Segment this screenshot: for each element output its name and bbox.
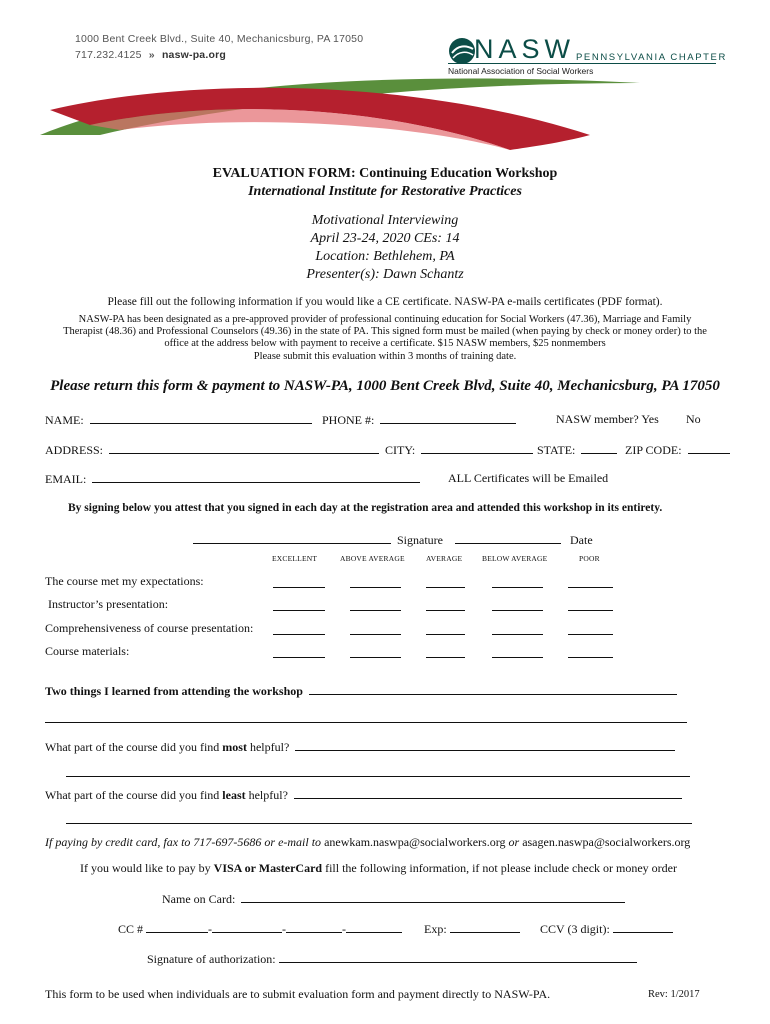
logo-divider xyxy=(448,63,716,64)
city-field-group xyxy=(385,442,533,458)
rating-answer-line[interactable] xyxy=(568,657,613,658)
logo-subtitle: National Association of Social Workers xyxy=(448,66,594,76)
header-address: 1000 Bent Creek Blvd., Suite 40, Mechanicsburg, PA 17050 xyxy=(75,33,364,45)
city-label: CITY: xyxy=(385,443,416,457)
rating-answer-line[interactable] xyxy=(492,610,543,611)
member-question: NASW member? Yes xyxy=(556,412,659,426)
date-label: Date xyxy=(570,533,593,547)
event-topic: Motivational Interviewing xyxy=(311,213,459,228)
exp-group xyxy=(424,921,520,937)
signature-input-line[interactable] xyxy=(193,532,391,544)
question-least-post: helpful? xyxy=(245,788,288,802)
city-input-line[interactable] xyxy=(421,442,533,454)
pay-by-card-text xyxy=(80,861,677,876)
ccv-input-line[interactable] xyxy=(613,921,673,933)
cc-number-group: CC # - - - xyxy=(118,921,402,937)
email-field-group xyxy=(45,471,420,487)
pay-post: fill the following information, if not please include check or money order xyxy=(322,861,677,875)
name-label: NAME: xyxy=(45,413,84,427)
rating-row-label: Instructor’s presentation: xyxy=(45,597,169,611)
rating-answer-line[interactable] xyxy=(426,634,465,635)
rating-answer-line[interactable] xyxy=(350,657,401,658)
name-field-group xyxy=(45,412,312,428)
question-least-pre: What part of the course did you find xyxy=(45,788,223,802)
pay-pre: If you would like to pay by xyxy=(80,861,214,875)
answer-line[interactable] xyxy=(66,776,690,777)
ccv-label: CCV (3 digit): xyxy=(540,922,610,936)
rating-answer-line[interactable] xyxy=(350,634,401,635)
rating-answer-line[interactable] xyxy=(273,610,325,611)
event-location: Location: Bethlehem, PA xyxy=(315,249,455,264)
separator-glyph: » xyxy=(148,49,155,61)
rating-answer-line[interactable] xyxy=(273,657,325,658)
header-phone: 717.232.4125 xyxy=(75,49,142,61)
intro-paragraph-2d: Please submit this evaluation within 3 months of training date. xyxy=(253,351,517,362)
zip-field-group xyxy=(625,442,730,458)
question-most-pre: What part of the course did you find xyxy=(45,740,223,754)
rating-answer-line[interactable] xyxy=(492,657,543,658)
answer-line[interactable] xyxy=(66,823,692,824)
authorization-group xyxy=(147,951,637,967)
rating-answer-line[interactable] xyxy=(426,587,465,588)
header-website: nasw-pa.org xyxy=(161,49,226,61)
rating-answer-line[interactable] xyxy=(273,634,325,635)
nasw-logo xyxy=(448,34,727,85)
question-least-bold: least xyxy=(222,788,246,802)
rating-answer-line[interactable] xyxy=(350,587,401,588)
rating-answer-line[interactable] xyxy=(492,634,543,635)
cc-segment-line[interactable] xyxy=(346,921,402,933)
zip-input-line[interactable] xyxy=(688,442,730,454)
rating-answer-line[interactable] xyxy=(568,634,613,635)
logo-chapter: PENNSYLVANIA CHAPTER xyxy=(576,52,727,63)
phone-label: PHONE #: xyxy=(322,413,375,427)
ccv-group xyxy=(540,921,673,937)
name-on-card-label: Name on Card: xyxy=(162,892,236,906)
rating-row-label: Course materials: xyxy=(45,644,130,658)
question-learned-line[interactable] xyxy=(309,683,677,695)
intro-paragraph-2b: Therapist (48.36) and Professional Counselors (49.36) in the state of PA. This signed form must be mailed (when paying by check or money order) to the xyxy=(63,326,707,337)
rating-answer-line[interactable] xyxy=(492,587,543,588)
address-field-group xyxy=(45,442,379,458)
email-label: EMAIL: xyxy=(45,472,87,486)
logo-text: NASW xyxy=(474,34,575,64)
footer-note: This form to be used when individuals are to submit evaluation form and payment directly to NASW-PA. xyxy=(45,987,551,1001)
authorization-line[interactable] xyxy=(279,951,637,963)
revision-date: Rev: 1/2017 xyxy=(648,989,700,1000)
rating-answer-line[interactable] xyxy=(426,610,465,611)
cc-segment-line[interactable] xyxy=(286,921,342,933)
cc-segment-line[interactable] xyxy=(146,921,208,933)
authorization-label: Signature of authorization: xyxy=(147,952,276,966)
email-link-2[interactable]: asagen.naswpa@socialworkers.org xyxy=(522,835,691,849)
date-group xyxy=(455,532,593,548)
credit-card-instructions xyxy=(45,835,690,850)
rating-row-label: Comprehensiveness of course presentation: xyxy=(45,621,254,635)
date-input-line[interactable] xyxy=(455,532,561,544)
signature-group xyxy=(193,532,443,548)
question-most-line[interactable] xyxy=(295,739,675,751)
event-presenter: Presenter(s): Dawn Schantz xyxy=(306,267,464,282)
intro-paragraph-1: Please fill out the following information if you would like a CE certificate. NASW-PA e-mails certificates (PDF format). xyxy=(107,296,663,308)
phone-field-group xyxy=(322,412,516,428)
exp-input-line[interactable] xyxy=(450,921,520,933)
nasw-globe-icon xyxy=(448,37,476,65)
cc-label: CC # xyxy=(118,922,144,936)
email-link-1[interactable]: anewkam.naswpa@socialworkers.org xyxy=(324,835,506,849)
cc-segment-line[interactable] xyxy=(212,921,282,933)
question-least-line[interactable] xyxy=(294,787,682,799)
form-subtitle: International Institute for Restorative Practices xyxy=(248,184,522,199)
zip-label: ZIP CODE: xyxy=(625,443,682,457)
rating-col-excellent: EXCELLENT xyxy=(272,554,318,563)
intro-paragraph-2a: NASW-PA has been designated as a pre-approved provider of professional continuing education for Social Workers (47.36), Marriage and Family xyxy=(78,314,692,325)
rating-answer-line[interactable] xyxy=(273,587,325,588)
rating-answer-line[interactable] xyxy=(568,610,613,611)
question-least-group xyxy=(45,787,682,803)
rating-answer-line[interactable] xyxy=(568,587,613,588)
rating-answer-line[interactable] xyxy=(350,610,401,611)
rating-col-poor: POOR xyxy=(579,554,600,563)
attestation-statement: By signing below you attest that you signed in each day at the registration area and attended this workshop in its entirety. xyxy=(68,502,663,514)
rating-answer-line[interactable] xyxy=(426,657,465,658)
credit-fax-text: If paying by credit card, fax to 717-697-5686 or e-mail to xyxy=(45,835,325,849)
rating-col-average: AVERAGE xyxy=(426,554,463,563)
name-input-line[interactable] xyxy=(90,412,312,424)
signature-label: Signature xyxy=(397,533,443,547)
event-dates: April 23-24, 2020 CEs: 14 xyxy=(310,231,460,246)
certificate-note: ALL Certificates will be Emailed xyxy=(448,471,609,485)
rating-col-above-average: ABOVE AVERAGE xyxy=(340,554,405,563)
address-label: ADDRESS: xyxy=(45,443,104,457)
rating-row-label: The course met my expectations: xyxy=(45,574,204,588)
answer-line[interactable] xyxy=(45,722,687,723)
or-text: or xyxy=(505,835,523,849)
phone-input-line[interactable] xyxy=(380,412,516,424)
rating-col-below-average: BELOW AVERAGE xyxy=(482,554,548,563)
form-title: EVALUATION FORM: Continuing Education Workshop xyxy=(212,166,558,181)
question-most-bold: most xyxy=(222,740,247,754)
intro-paragraph-2c: office at the address below with payment to receive a certificate. $15 NASW members, $25 nonmembers xyxy=(164,338,606,349)
pay-cards: VISA or MasterCard xyxy=(213,861,323,875)
name-on-card-line[interactable] xyxy=(241,891,625,903)
member-no-option[interactable]: No xyxy=(686,412,701,426)
email-input-line[interactable] xyxy=(92,471,420,483)
return-address-line: Please return this form & payment to NASW-PA, 1000 Bent Creek Blvd, Suite 40, Mechanicsburg, PA 17050 xyxy=(50,378,720,394)
state-label: STATE: xyxy=(537,443,576,457)
state-field-group xyxy=(537,442,617,458)
question-most-group xyxy=(45,739,675,755)
name-on-card-group xyxy=(162,891,625,907)
address-input-line[interactable] xyxy=(109,442,379,454)
question-learned-label: Two things I learned from attending the workshop xyxy=(45,684,303,698)
question-most-post: helpful? xyxy=(246,740,290,754)
question-learned-group xyxy=(45,683,677,699)
exp-label: Exp: xyxy=(424,922,447,936)
state-input-line[interactable] xyxy=(581,442,617,454)
